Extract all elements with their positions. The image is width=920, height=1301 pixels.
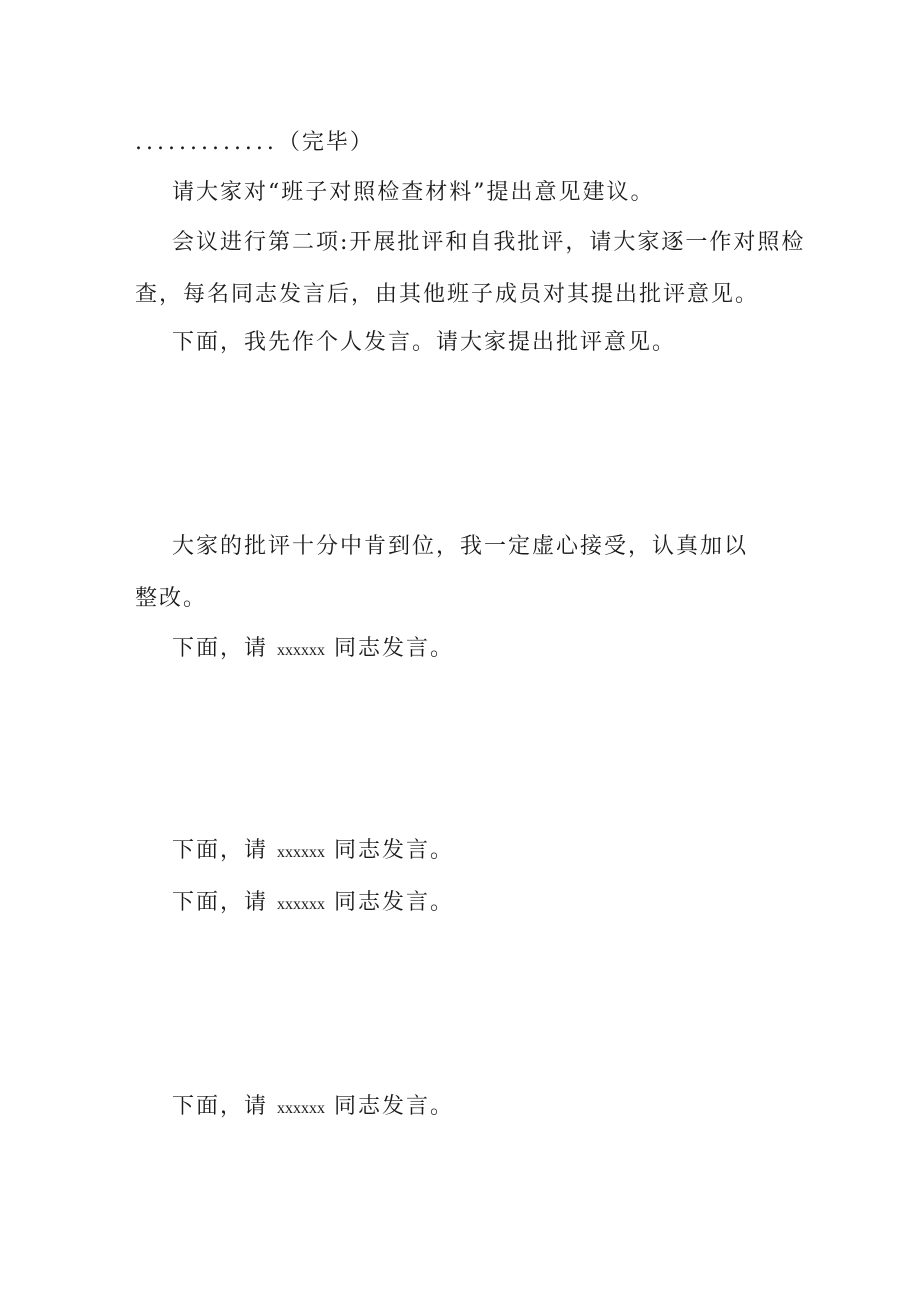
speaker-name: xxxxxx <box>277 844 326 861</box>
paragraph-second-item-line2: 查，每名同志发言后，由其他班子成员对其提出批评意见。 <box>135 282 760 307</box>
speaker-name: xxxxxx <box>277 642 326 659</box>
speaker-suffix: 同志发言。 <box>334 1094 455 1119</box>
speaker-prefix: 下面，请 <box>172 890 269 915</box>
speaker-invitation-4 <box>172 1092 454 1124</box>
paragraph-acceptance-line2: 整改。 <box>135 586 208 611</box>
speaker-name: xxxxxx <box>277 896 326 913</box>
speaker-suffix: 同志发言。 <box>334 890 455 915</box>
speaker-suffix: 同志发言。 <box>334 838 455 863</box>
speaker-prefix: 下面，请 <box>172 838 269 863</box>
paragraph-personal-speech: 下面，我先作个人发言。请大家提出批评意见。 <box>172 330 677 355</box>
speaker-invitation-2 <box>172 836 454 868</box>
speaker-invitation-1 <box>172 634 454 666</box>
speaker-suffix: 同志发言。 <box>334 636 455 661</box>
speaker-prefix: 下面，请 <box>172 1094 269 1119</box>
paragraph-acceptance-line1: 大家的批评十分中肯到位，我一定虚心接受，认真加以 <box>172 534 749 559</box>
paragraph-suggestions: 请大家对“班子对照检查材料”提出意见建议。 <box>172 180 655 205</box>
paragraph-second-item-line1: 会议进行第二项:开展批评和自我批评，请大家逐一作对照检 <box>172 230 806 255</box>
ending-line <box>135 128 374 158</box>
ending-dots: ............. <box>135 130 278 155</box>
speaker-prefix: 下面，请 <box>172 636 269 661</box>
speaker-name: xxxxxx <box>277 1100 326 1117</box>
speaker-invitation-3 <box>172 888 454 920</box>
ending-mark: （完毕） <box>277 130 374 155</box>
